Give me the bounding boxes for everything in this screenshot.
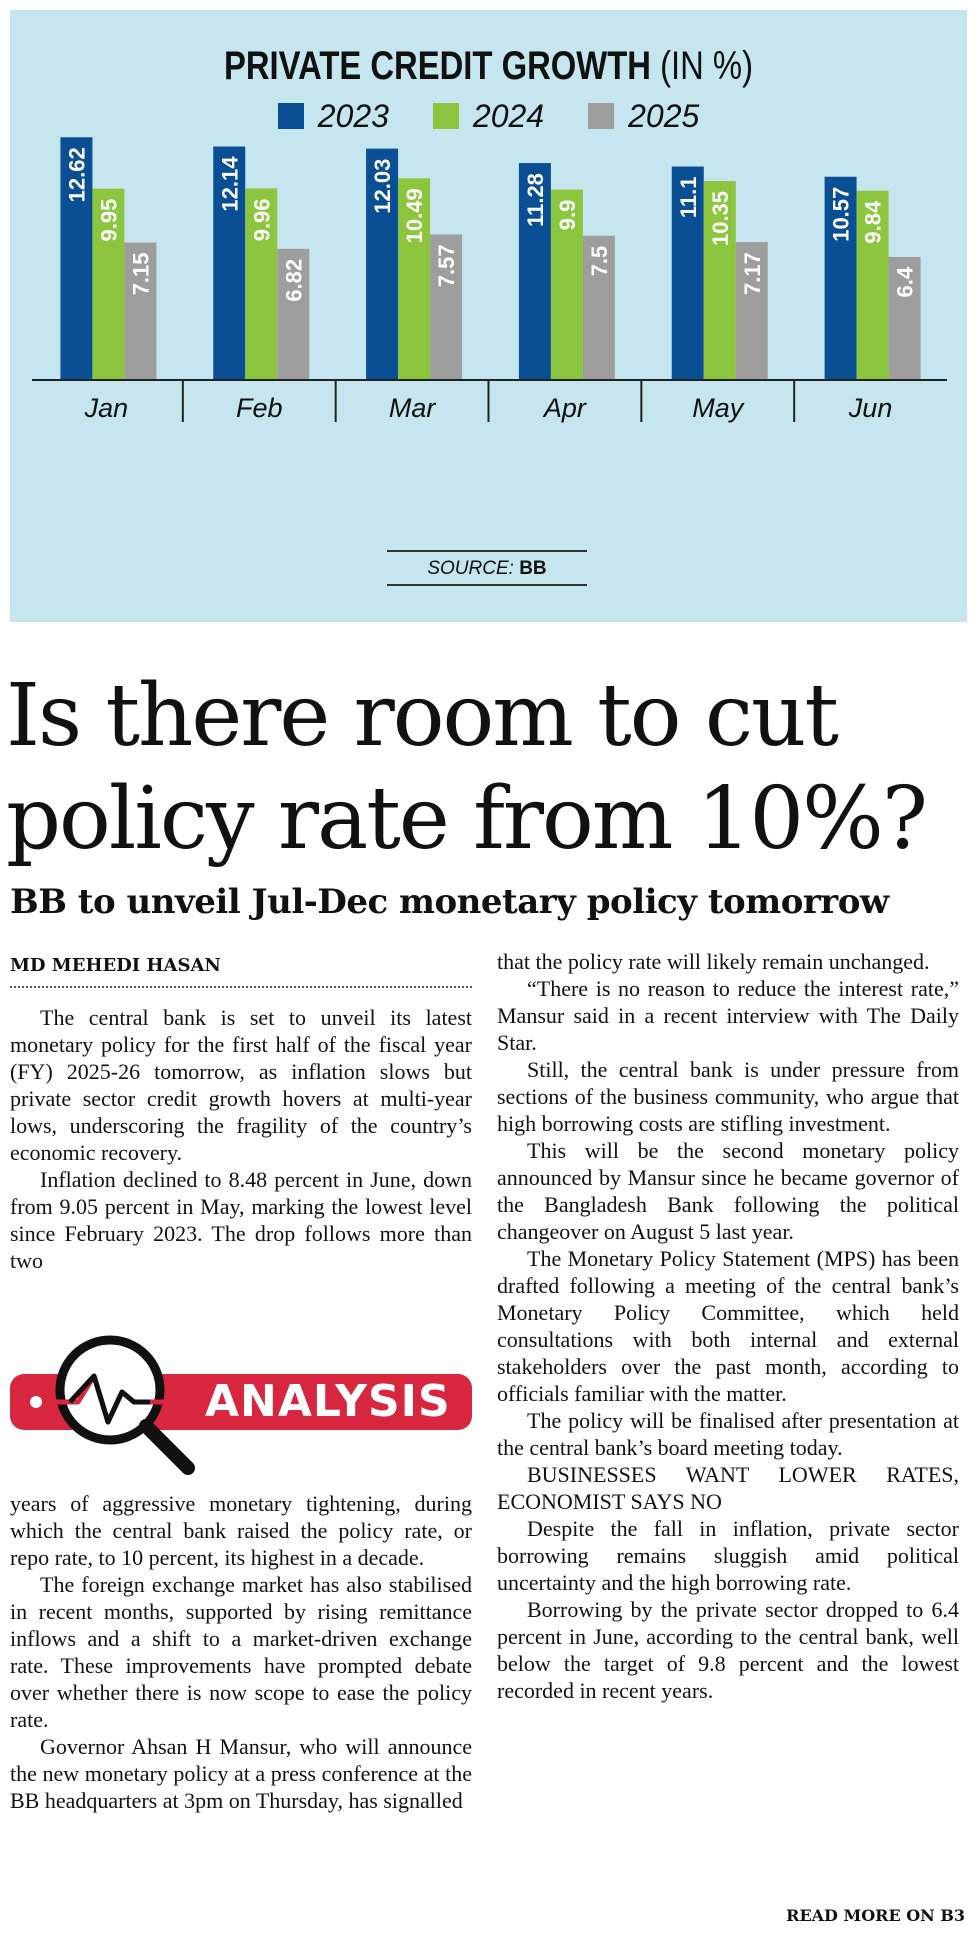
paragraph: The foreign exchange market has also stabilised in recent months, supported by rising remittance inflows and a shift to a market-driven exchange rate. These improvements have prompted debate over whether there is now scope to ease the policy rate. <box>10 1572 472 1732</box>
source-rule-top <box>387 550 587 552</box>
bar-label-2023-jan: 12.62 <box>64 147 90 203</box>
headline-line-1: Is there room to cut <box>6 666 837 766</box>
bar-label-2023-mar: 12.03 <box>370 158 396 214</box>
column-2 <box>497 948 959 1704</box>
analysis-badge <box>10 1318 472 1490</box>
legend-label-2024: 2024 <box>472 97 545 134</box>
bar-label-2025-mar: 7.57 <box>434 244 460 288</box>
bar-label-2024-jan: 9.95 <box>96 198 122 242</box>
x-tick-jun: Jun <box>848 393 893 423</box>
legend-label-2025: 2025 <box>628 97 700 134</box>
x-tick-apr: Apr <box>543 393 586 423</box>
legend-label-2023: 2023 <box>317 97 389 134</box>
subheadline: BB to unveil Jul-Dec monetary policy tomorrow <box>10 882 889 922</box>
x-tick-mar: Mar <box>388 393 436 423</box>
paragraph: Inflation declined to 8.48 percent in June, down from 9.05 percent in May, marking the lowest level since February 2023. The drop follows more than two <box>10 1167 472 1273</box>
paragraph: The policy will be finalised after presentation at the central bank’s board meeting today. <box>497 1408 959 1460</box>
source-label: SOURCE: <box>427 558 514 579</box>
bar-label-2023-feb: 12.14 <box>217 156 243 212</box>
byline: MD MEHEDI HASAN <box>10 955 472 988</box>
bar-label-2023-may: 11.1 <box>675 176 701 219</box>
chart-source <box>387 558 587 580</box>
column-1-bottom <box>10 1490 472 1814</box>
paragraph: Borrowing by the private sector dropped to 6.4 percent in June, according to the central bank, well below the target of 9.8 percent and the lowest recorded in recent years. <box>497 1597 959 1703</box>
analysis-label: ANALYSIS <box>205 1376 451 1427</box>
x-tick-feb: Feb <box>235 393 283 423</box>
headline <box>6 665 971 871</box>
chart-panel <box>10 10 967 622</box>
chart-title-unit: (IN %) <box>660 44 754 88</box>
source-rule-bottom <box>387 584 587 586</box>
column-1-top <box>10 1004 472 1274</box>
paragraph: that the policy rate will likely remain unchanged. <box>497 949 930 974</box>
bar-chart <box>10 10 967 622</box>
bar-label-2024-may: 10.35 <box>707 190 733 247</box>
x-tick-jan: Jan <box>84 393 129 423</box>
paragraph: Still, the central bank is under pressure from sections of the business community, who argue that high borrowing costs are stifling investment. <box>497 1057 959 1136</box>
x-tick-may: May <box>692 393 744 423</box>
paragraph: Despite the fall in inflation, private sector borrowing remains sluggish amid political uncertainty and the high borrowing rate. <box>497 1516 959 1595</box>
headline-line-2: policy rate from 10%? <box>6 769 926 869</box>
chart-title-text: PRIVATE CREDIT GROWTH <box>223 44 651 88</box>
magnifier-chart-icon <box>10 1318 210 1490</box>
paragraph: years of aggressive monetary tightening, during which the central bank raised the policy rate, or repo rate, to 10 percent, its highest in a decade. <box>10 1491 472 1570</box>
bar-label-2025-may: 7.17 <box>739 252 765 295</box>
read-more-link[interactable]: READ MORE ON B3 <box>786 1906 965 1925</box>
bar-label-2025-jun: 6.4 <box>892 266 918 298</box>
crosshead: BUSINESSES WANT LOWER RATES, ECONOMIST SAYS NO <box>497 1462 959 1514</box>
paragraph: “There is no reason to reduce the interest rate,” Mansur said in a recent interview with The Daily Star. <box>497 976 959 1055</box>
bar-label-2024-feb: 9.96 <box>249 198 275 242</box>
bar-label-2023-apr: 11.28 <box>522 173 548 227</box>
paragraph: This will be the second monetary policy announced by Mansur since he became governor of the Bangladesh Bank following the political changeover on August 5 last year. <box>497 1138 959 1244</box>
bar-label-2024-apr: 9.9 <box>554 199 580 231</box>
bar-label-2024-mar: 10.49 <box>402 188 428 244</box>
paragraph: The Monetary Policy Statement (MPS) has been drafted following a meeting of the central bank’s Monetary Policy Committee, which held consultations with both internal and external stakeholders over the past month, according to officials familiar with the matter. <box>497 1246 959 1406</box>
paragraph: Governor Ahsan H Mansur, who will announce the new monetary policy at a press conference at the BB headquarters at 3pm on Thursday, has signalled <box>10 1734 472 1813</box>
bar-label-2025-feb: 6.82 <box>281 258 307 302</box>
bar-label-2024-jun: 9.84 <box>860 200 886 244</box>
source-value: BB <box>519 558 547 579</box>
bar-label-2025-jan: 7.15 <box>128 252 154 296</box>
bar-label-2025-apr: 7.5 <box>586 245 612 277</box>
paragraph: The central bank is set to unveil its latest monetary policy for the first half of the fiscal year (FY) 2025-26 tomorrow, as inflation slows but private sector credit growth hovers at multi-year lows, underscoring the fragility of the country’s economic recovery. <box>10 1005 472 1165</box>
bar-label-2023-jun: 10.57 <box>828 186 854 242</box>
